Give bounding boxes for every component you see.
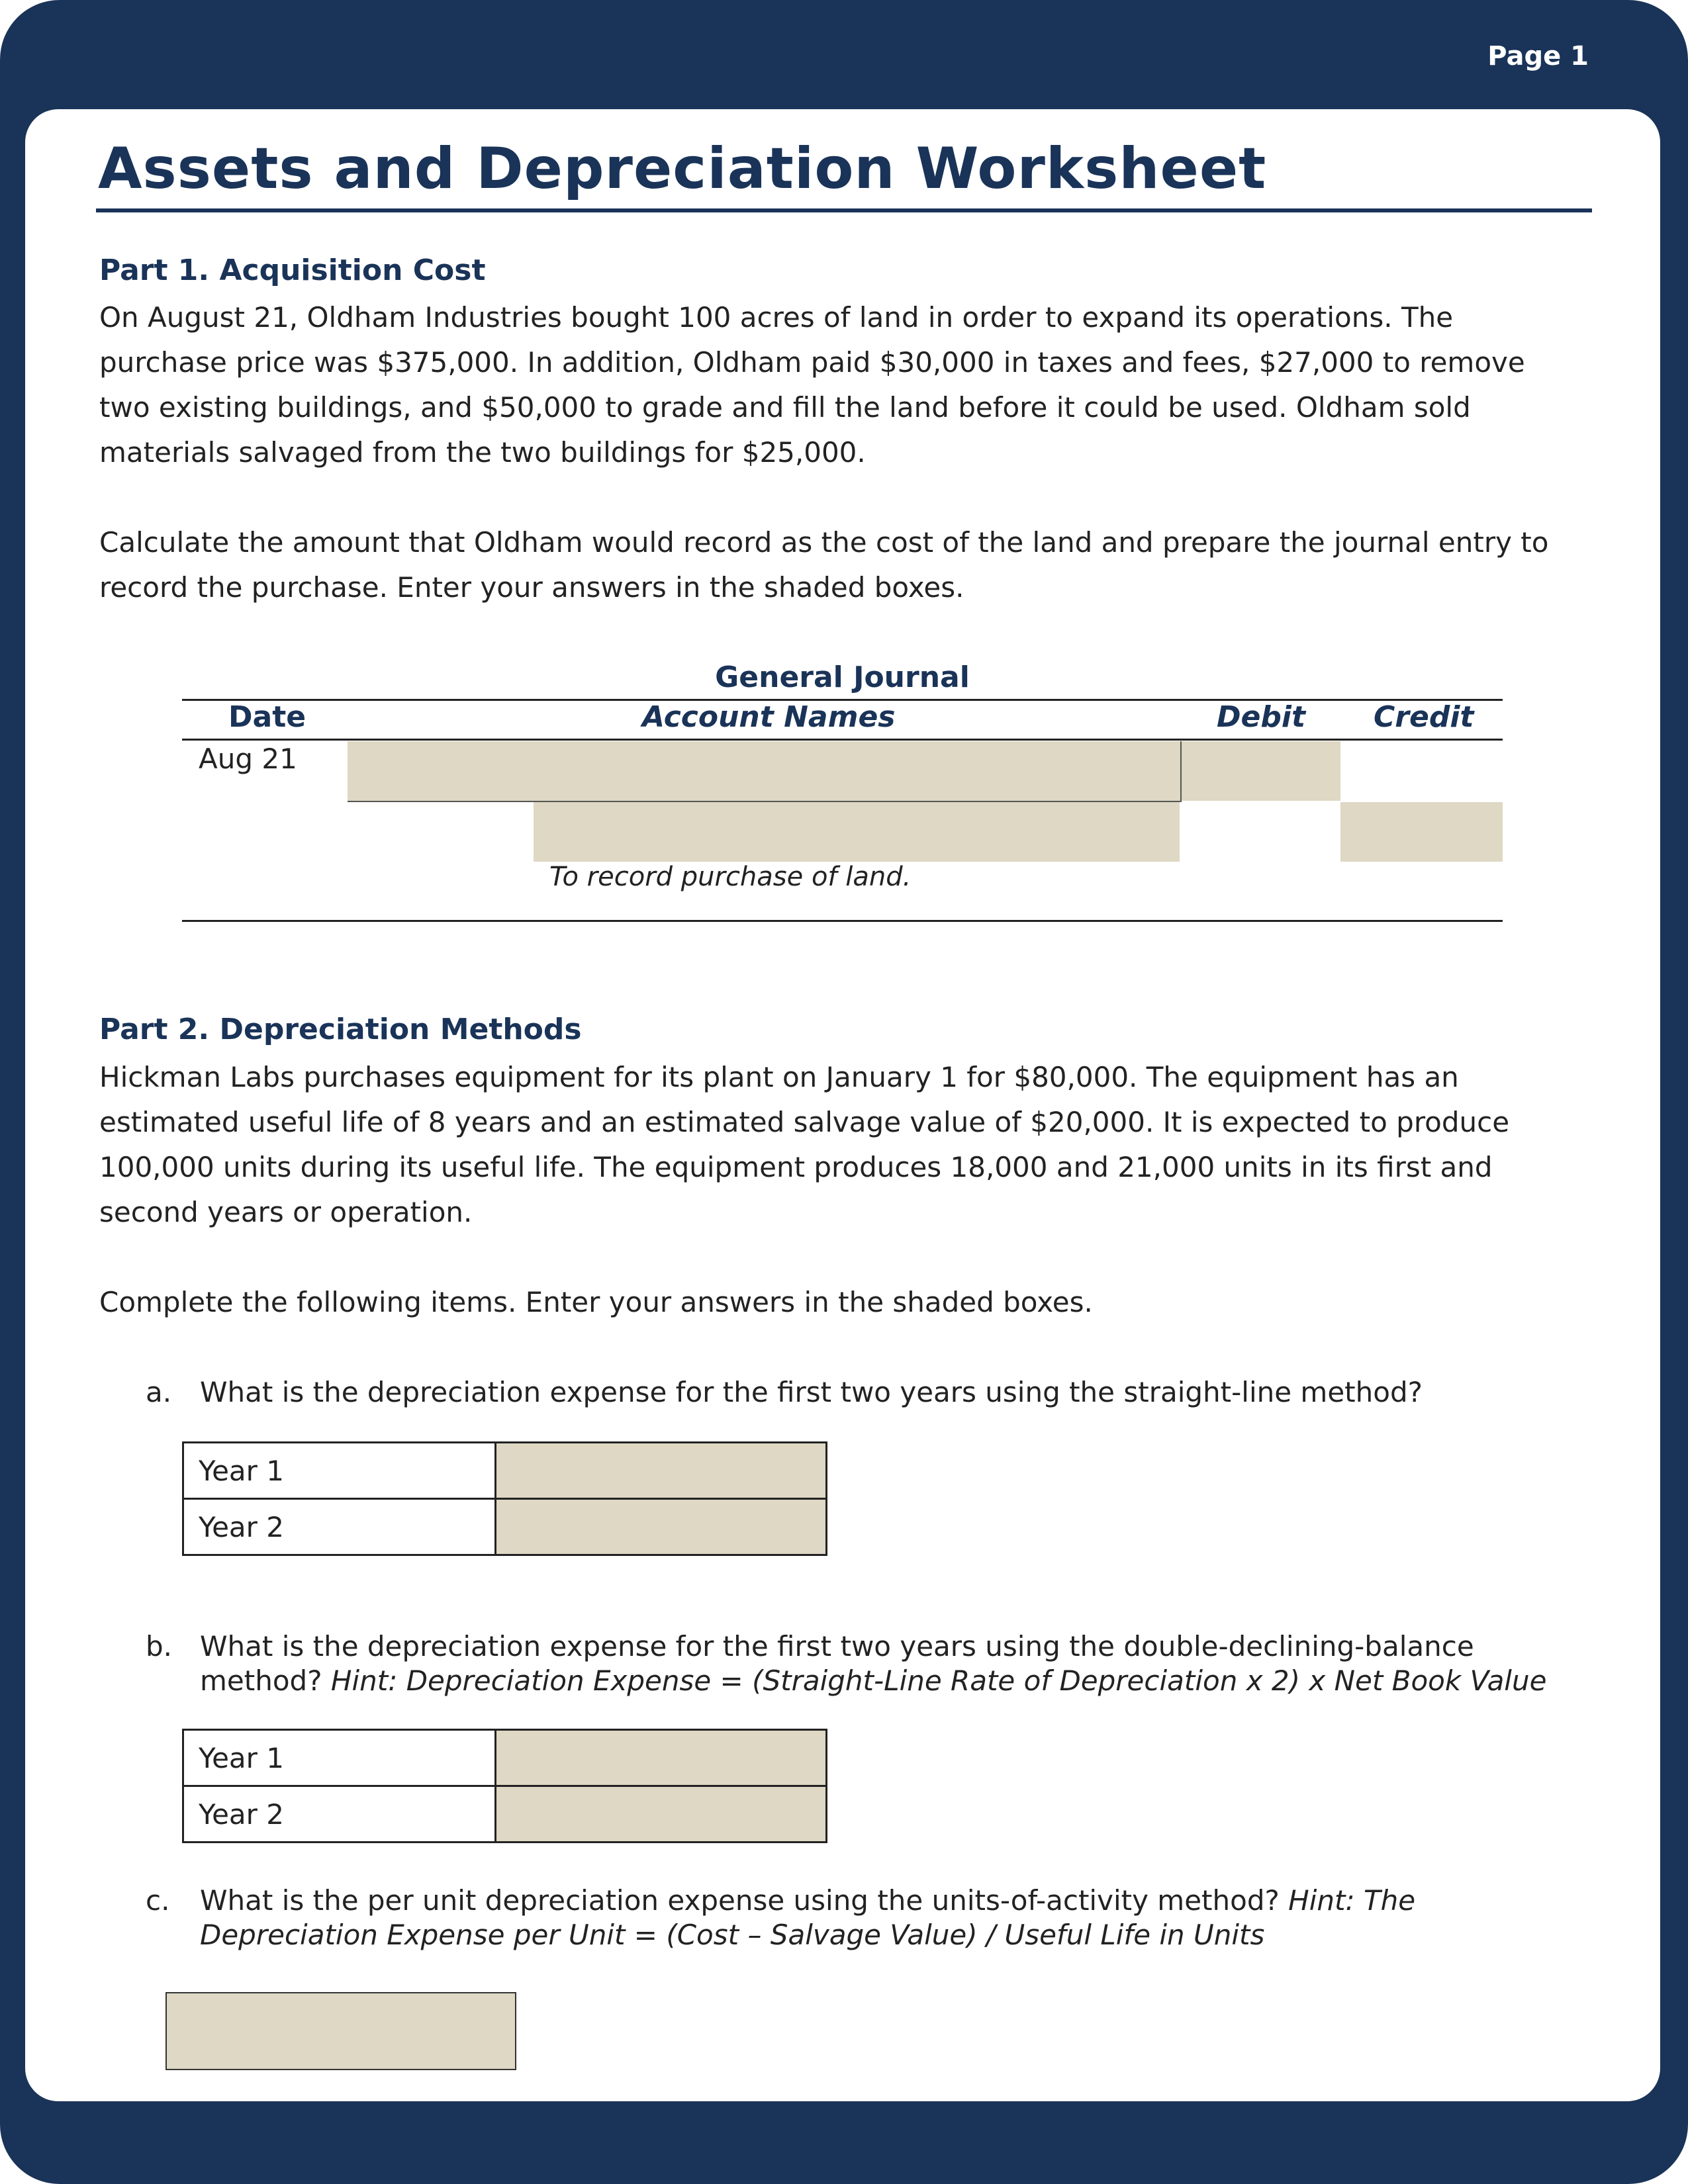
table-row: [183, 1443, 827, 1499]
part1-line: purchase price was $375,000. In addition, Oldham paid $30,000 in taxes and fees, $27,000 to remove: [99, 346, 1525, 379]
part1-line: two existing buildings, and $50,000 to grade and fill the land before it could be used. Oldham sold: [99, 391, 1471, 424]
question-c: [146, 1884, 1589, 1952]
part2-heading: Part 2. Depreciation Methods: [99, 1013, 582, 1046]
credit-amount-input[interactable]: [1340, 802, 1503, 862]
question-label: b.: [146, 1630, 173, 1662]
row-label: Year 1: [183, 1730, 496, 1786]
question-hint: Hint: The Depreciation Expense per Unit = (Cost – Salvage Value) / Useful Life in Units: [200, 1884, 1416, 1951]
part1-line: materials salvaged from the two buildings for $25,000.: [99, 436, 866, 469]
row-label: Year 2: [183, 1499, 496, 1555]
journal-date: Aug 21: [199, 743, 297, 775]
journal-bottom-rule: [182, 920, 1503, 922]
title-underline: [96, 208, 1592, 212]
part1-paragraph: [99, 295, 1582, 475]
table-row: [183, 1499, 827, 1555]
straight-line-year1-input[interactable]: [496, 1443, 827, 1499]
page-number: Page 1: [1487, 41, 1589, 71]
question-text: What is the depreciation expense for the first two years using the double-declining-balance method?: [200, 1630, 1474, 1697]
per-unit-depreciation-input[interactable]: [165, 1992, 516, 2070]
question-label: a.: [146, 1376, 172, 1408]
journal-header-accounts: Account Names: [642, 700, 896, 734]
credit-account-input[interactable]: [534, 802, 1180, 862]
ddb-year2-input[interactable]: [496, 1786, 827, 1843]
part1-instruction-line: record the purchase. Enter your answers in the shaded boxes.: [99, 571, 964, 604]
debit-account-input[interactable]: [348, 741, 1182, 802]
question-text: What is the per unit depreciation expense using the units-of-activity method?: [200, 1884, 1280, 1917]
journal-title: General Journal: [715, 660, 970, 694]
part2-line: 100,000 units during its useful life. The equipment produces 18,000 and 21,000 units in its first and: [99, 1151, 1493, 1183]
question-hint: Hint: Depreciation Expense = (Straight-Line Rate of Depreciation x 2) x Net Book Value: [330, 1664, 1547, 1697]
journal-header-credit: Credit: [1374, 700, 1474, 734]
table-row: [183, 1730, 827, 1786]
journal-header-date: Date: [228, 700, 306, 734]
row-label: Year 2: [183, 1786, 496, 1843]
question-a: [146, 1375, 1589, 1410]
ddb-year1-input[interactable]: [496, 1730, 827, 1786]
question-text: What is the depreciation expense for the first two years using the straight-line method?: [200, 1376, 1423, 1408]
journal-header-debit: Debit: [1217, 700, 1305, 734]
part1-instructions: [99, 520, 1582, 610]
question-label: c.: [146, 1884, 170, 1917]
debit-amount-input[interactable]: [1182, 741, 1340, 801]
question-b: [146, 1629, 1589, 1698]
part1-instruction-line: Calculate the amount that Oldham would record as the cost of the land and prepare the journal entry to: [99, 526, 1549, 559]
part2-line: Hickman Labs purchases equipment for its plant on January 1 for $80,000. The equipment has an: [99, 1061, 1459, 1093]
journal-note: To record purchase of land.: [549, 862, 912, 892]
part2-instructions: Complete the following items. Enter your answers in the shaded boxes.: [99, 1286, 1093, 1318]
straight-line-year2-input[interactable]: [496, 1499, 827, 1555]
question-text-block: [200, 1629, 1589, 1698]
page-title: Assets and Depreciation Worksheet: [98, 136, 1267, 202]
table-row: [183, 1786, 827, 1843]
part2-line: second years or operation.: [99, 1196, 473, 1228]
question-text-block: [200, 1884, 1589, 1952]
answer-table-a: [182, 1441, 827, 1556]
journal-header-rule: [182, 739, 1503, 741]
part1-heading: Part 1. Acquisition Cost: [99, 253, 486, 287]
part2-paragraph: [99, 1055, 1582, 1235]
part1-line: On August 21, Oldham Industries bought 100 acres of land in order to expand its operations. The: [99, 301, 1454, 334]
row-label: Year 1: [183, 1443, 496, 1499]
part2-line: estimated useful life of 8 years and an estimated salvage value of $20,000. It is expected to produce: [99, 1106, 1510, 1138]
answer-table-b: [182, 1729, 827, 1843]
